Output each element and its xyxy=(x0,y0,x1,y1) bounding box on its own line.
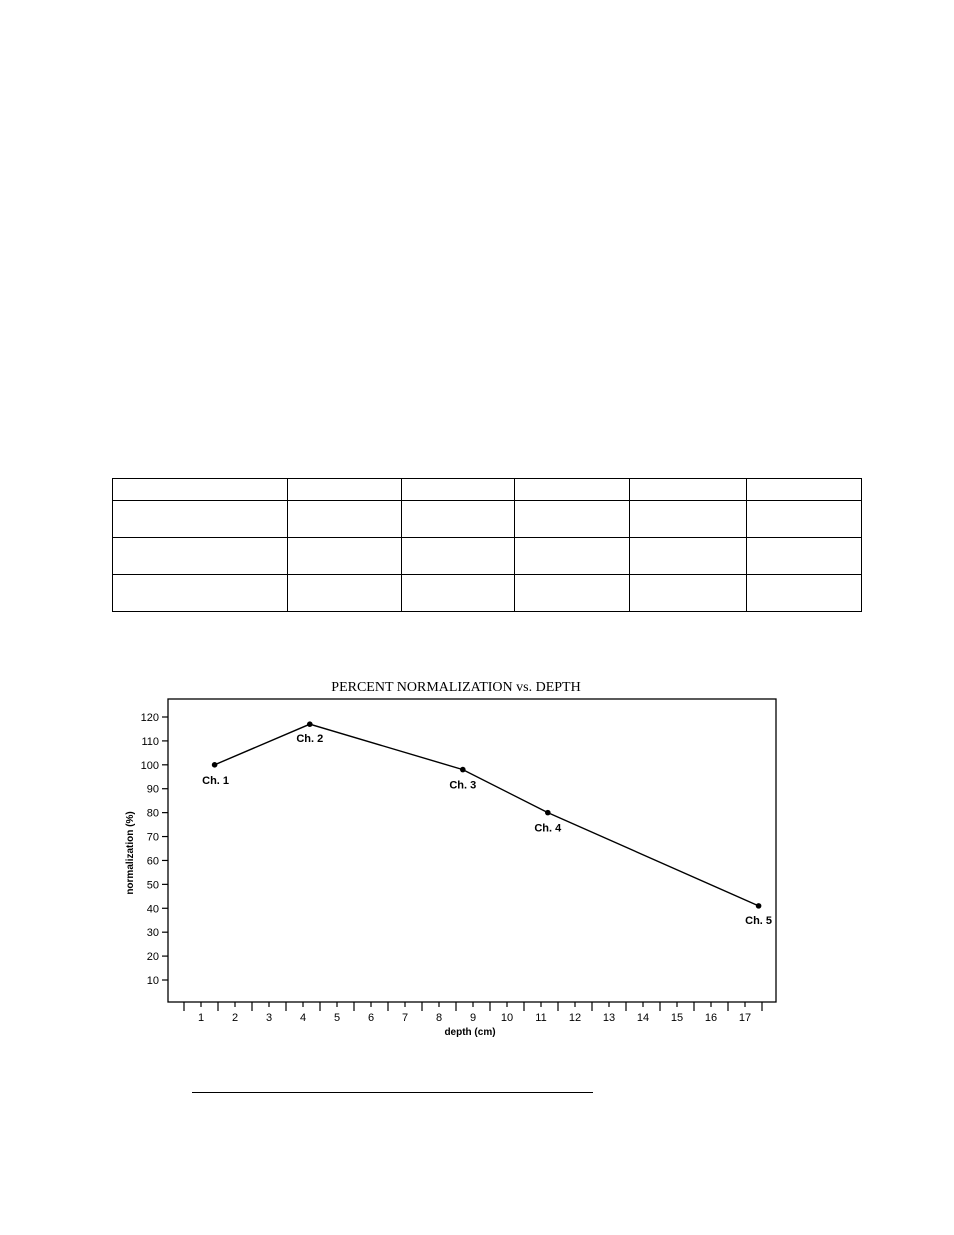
x-tick-label: 6 xyxy=(367,1012,375,1024)
x-tick-label: 1 xyxy=(197,1012,205,1024)
y-tick-label: 100 xyxy=(140,759,159,772)
y-tick-label: 120 xyxy=(140,712,159,724)
x-axis xyxy=(184,1002,762,1024)
x-tick-label: 14 xyxy=(636,1012,650,1024)
y-tick-label: 90 xyxy=(146,783,159,796)
x-tick-label: 15 xyxy=(670,1012,684,1024)
x-tick-label: 12 xyxy=(568,1012,582,1024)
x-tick-label: 8 xyxy=(435,1012,443,1024)
y-tick-label: 60 xyxy=(146,855,159,868)
data-point xyxy=(307,721,313,727)
x-tick-label: 11 xyxy=(535,1012,547,1024)
y-axis xyxy=(141,712,168,987)
data-point xyxy=(756,903,762,909)
y-tick-label: 50 xyxy=(146,879,159,892)
x-tick-label: 9 xyxy=(469,1012,477,1024)
point-label: Ch. 3 xyxy=(449,779,477,792)
chart-title: PERCENT NORMALIZATION vs. DEPTH xyxy=(331,680,581,695)
y-tick-label: 10 xyxy=(146,975,159,987)
y-axis-label: normalization (%) xyxy=(125,811,136,895)
data-point xyxy=(212,762,218,768)
y-tick-label: 110 xyxy=(141,735,159,748)
x-tick-label: 10 xyxy=(500,1012,514,1024)
point-label: Ch. 1 xyxy=(202,774,230,787)
x-tick-label: 16 xyxy=(704,1012,718,1024)
y-tick-label: 20 xyxy=(146,951,159,964)
data-point xyxy=(545,810,551,816)
x-tick-label: 2 xyxy=(231,1012,239,1024)
point-label: Ch. 5 xyxy=(745,914,773,927)
x-tick-label: 5 xyxy=(333,1012,341,1024)
data-point xyxy=(460,767,466,773)
x-axis-label: depth (cm) xyxy=(444,1027,496,1038)
point-label: Ch. 4 xyxy=(534,822,562,835)
y-tick-label: 80 xyxy=(146,807,159,820)
series-line xyxy=(215,724,759,906)
x-tick-label: 3 xyxy=(265,1012,273,1024)
y-tick-label: 40 xyxy=(146,903,159,916)
plot-frame xyxy=(168,699,776,1002)
x-tick-label: 7 xyxy=(401,1012,409,1024)
y-tick-label: 30 xyxy=(146,927,159,940)
x-tick-label: 17 xyxy=(738,1012,752,1024)
footnote-rule xyxy=(192,1092,593,1093)
y-tick-label: 70 xyxy=(146,831,159,844)
point-label: Ch. 2 xyxy=(296,733,324,746)
series-layer xyxy=(202,721,772,927)
x-tick-label: 4 xyxy=(299,1012,307,1024)
x-tick-label: 13 xyxy=(602,1012,616,1024)
